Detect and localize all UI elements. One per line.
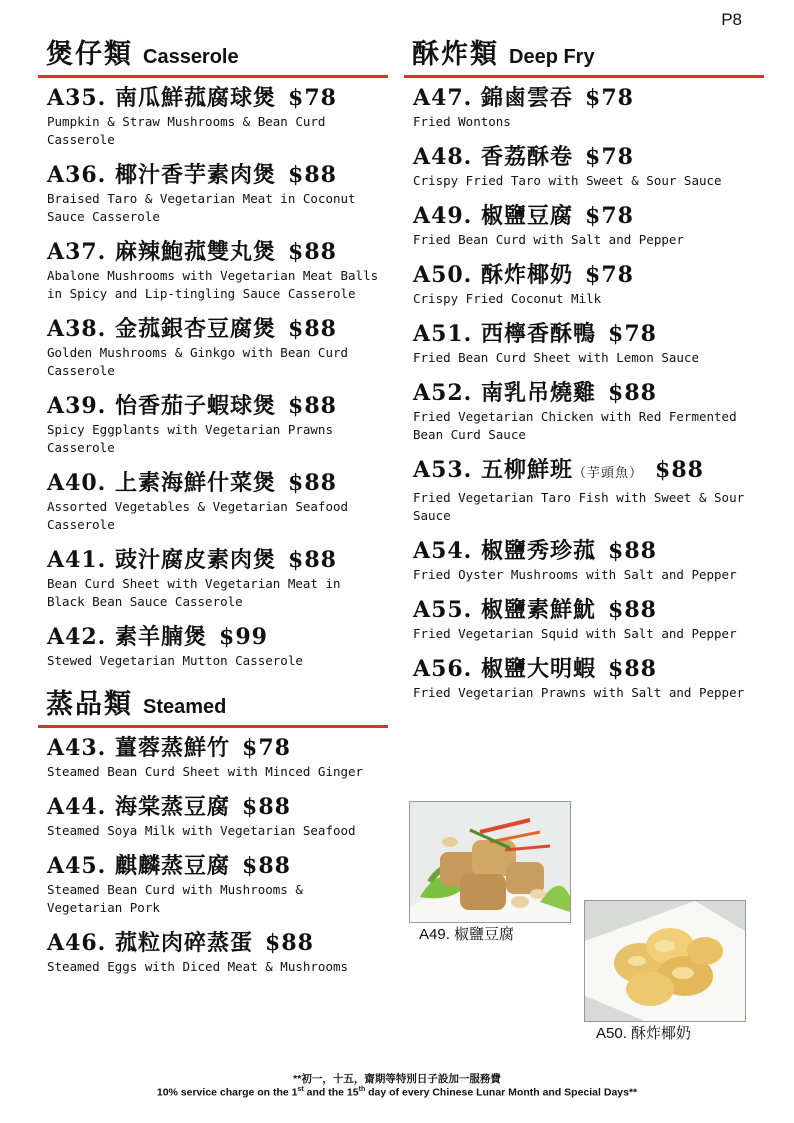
menu-item-price: $99 xyxy=(219,624,268,650)
menu-item xyxy=(404,84,764,130)
menu-item-title xyxy=(47,315,388,343)
menu-item-title xyxy=(413,320,764,348)
menu-item-description: Sauce Casserole xyxy=(47,209,160,224)
menu-item xyxy=(38,469,388,533)
footer-note-zh: **初一，十五，齋期等特別日子設加一服務費 xyxy=(293,1073,501,1085)
menu-item-description: Steamed Soya Milk with Vegetarian Seafood xyxy=(47,823,356,838)
menu-item-name-zh: 金菰銀杏豆腐煲 xyxy=(115,316,277,342)
right-column xyxy=(404,32,764,714)
menu-item-title xyxy=(413,143,764,171)
menu-item-title xyxy=(47,852,388,880)
footer-text: day of every Chinese Lunar Month and Special Days** xyxy=(365,1086,638,1099)
menu-item-name-zh: 薑蓉蒸鮮竹 xyxy=(115,735,231,761)
menu-item-description: Casserole xyxy=(47,517,115,532)
menu-item-description: Fried Vegetarian Chicken with Red Fermented xyxy=(413,409,737,424)
menu-item-name-zh: 酥炸椰奶 xyxy=(481,262,574,288)
menu-list-deep-fry xyxy=(404,84,764,701)
menu-item-price: $88 xyxy=(608,538,657,564)
menu-item-code: A51. xyxy=(413,321,473,347)
menu-item-price: $88 xyxy=(608,380,657,406)
menu-item xyxy=(404,596,764,642)
fried-coconut-milk-illustration xyxy=(585,901,745,1021)
menu-item-description: Fried Vegetarian Taro Fish with Sweet & Sour xyxy=(413,490,745,505)
menu-item-description: Fried Bean Curd with Salt and Pepper xyxy=(413,232,684,247)
menu-item-name-zh: 麒麟蒸豆腐 xyxy=(115,853,231,879)
menu-item-code: A45. xyxy=(47,853,107,879)
footer-superscript: st xyxy=(297,1086,304,1093)
section-title-en: Deep Fry xyxy=(509,46,595,68)
menu-item-title xyxy=(47,623,388,651)
menu-list-steamed xyxy=(38,734,388,975)
section-heading-steamed xyxy=(38,682,388,728)
menu-item-description: Bean Curd Sheet with Vegetarian Meat in xyxy=(47,576,341,591)
footer-text: 10% service charge on the 1 xyxy=(156,1086,298,1099)
menu-item-description: Assorted Vegetables & Vegetarian Seafood xyxy=(47,499,349,514)
menu-item-title xyxy=(47,929,388,957)
menu-item-name-zh: 海棠蒸豆腐 xyxy=(115,794,231,820)
menu-item-description: Steamed Eggs with Diced Meat & Mushrooms xyxy=(47,959,349,974)
menu-item-description: Casserole xyxy=(47,132,115,147)
menu-item-price: $88 xyxy=(608,597,657,623)
menu-item-name-zh: 椒鹽豆腐 xyxy=(481,203,574,229)
section-title-zh: 酥炸類 xyxy=(412,39,499,70)
menu-item-title xyxy=(413,596,764,624)
photo-caption-a49: A49. 椒鹽豆腐 xyxy=(419,926,515,943)
menu-item-description: Stewed Vegetarian Mutton Casserole xyxy=(47,653,303,668)
menu-item xyxy=(38,84,388,148)
menu-item-description: Abalone Mushrooms with Vegetarian Meat Balls xyxy=(47,268,379,283)
menu-item xyxy=(404,202,764,248)
menu-item-description: Steamed Bean Curd with Mushrooms & xyxy=(47,882,303,897)
menu-item-code: A46. xyxy=(47,930,107,956)
menu-item-code: A50. xyxy=(413,262,473,288)
menu-item-title xyxy=(413,537,764,565)
menu-item-description: Sauce xyxy=(413,508,451,523)
menu-item-price: $88 xyxy=(265,930,314,956)
menu-item-name-zh: 香荔酥卷 xyxy=(481,144,574,170)
menu-item-code: A36. xyxy=(47,162,107,188)
menu-item-title xyxy=(47,392,388,420)
menu-item-price: $88 xyxy=(288,470,337,496)
left-column xyxy=(38,32,388,988)
menu-item-code: A44. xyxy=(47,794,107,820)
section-title-zh: 煲仔類 xyxy=(46,39,133,70)
page-number: P8 xyxy=(721,10,742,29)
menu-item-description: Pumpkin & Straw Mushrooms & Bean Curd xyxy=(47,114,326,129)
menu-item-code: A55. xyxy=(413,597,473,623)
menu-item-code: A40. xyxy=(47,470,107,496)
menu-item-description: Crispy Fried Taro with Sweet & Sour Sauce xyxy=(413,173,722,188)
section-title-zh: 蒸品類 xyxy=(46,689,133,720)
menu-item-name-zh: 椒鹽大明蝦 xyxy=(481,656,597,682)
menu-item-name-zh: 菰粒肉碎蒸蛋 xyxy=(115,930,254,956)
menu-item xyxy=(38,161,388,225)
menu-item-name-zh: 椰汁香芋素肉煲 xyxy=(115,162,277,188)
menu-item-description: Fried Vegetarian Squid with Salt and Pepper xyxy=(413,626,737,641)
menu-item-name-zh: 錦鹵雲吞 xyxy=(481,85,574,111)
menu-item xyxy=(404,320,764,366)
menu-item xyxy=(38,734,388,780)
menu-item xyxy=(404,456,764,524)
menu-item-name-zh: 南瓜鮮菰腐球煲 xyxy=(115,85,277,111)
menu-item-description: Fried Wontons xyxy=(413,114,511,129)
menu-item-note: （芋頭魚） xyxy=(573,466,644,481)
menu-item xyxy=(404,655,764,701)
menu-item-title xyxy=(413,379,764,407)
menu-item-price: $88 xyxy=(288,162,337,188)
footer-text: and the 15 xyxy=(303,1086,359,1099)
menu-item-title xyxy=(47,238,388,266)
menu-item-price: $78 xyxy=(585,203,634,229)
photo-caption-a50: A50. 酥炸椰奶 xyxy=(596,1025,692,1042)
menu-item-description: Spicy Eggplants with Vegetarian Prawns xyxy=(47,422,333,437)
footer-superscript: th xyxy=(358,1086,366,1093)
menu-item-price: $88 xyxy=(242,853,291,879)
menu-item xyxy=(404,379,764,443)
footer-note-en xyxy=(0,1086,794,1099)
menu-item-description: Fried Oyster Mushrooms with Salt and Pepper xyxy=(413,567,737,582)
menu-list-casserole xyxy=(38,84,388,669)
menu-item-price: $88 xyxy=(655,457,704,483)
menu-item-description: Casserole xyxy=(47,440,115,455)
menu-item xyxy=(38,392,388,456)
menu-item-code: A54. xyxy=(413,538,473,564)
menu-item xyxy=(38,623,388,669)
section-title-en: Steamed xyxy=(143,696,227,718)
menu-item-description: Fried Vegetarian Prawns with Salt and Pepper xyxy=(413,685,745,700)
menu-item-price: $88 xyxy=(288,547,337,573)
menu-item-price: $88 xyxy=(242,794,291,820)
menu-item-price: $78 xyxy=(608,321,657,347)
menu-item-code: A52. xyxy=(413,380,473,406)
menu-item-description: Black Bean Sauce Casserole xyxy=(47,594,243,609)
menu-item-name-zh: 素羊腩煲 xyxy=(115,624,208,650)
section-title-en: Casserole xyxy=(143,46,239,68)
menu-item xyxy=(38,852,388,916)
menu-item-title xyxy=(413,655,764,683)
menu-item-name-zh: 麻辣鮑菰雙丸煲 xyxy=(115,239,277,265)
menu-item xyxy=(404,537,764,583)
section-heading-deep-fry xyxy=(404,32,764,78)
menu-item-name-zh: 椒鹽素鮮魷 xyxy=(481,597,597,623)
menu-item xyxy=(38,315,388,379)
menu-item-code: A41. xyxy=(47,547,107,573)
menu-item-title xyxy=(413,84,764,112)
menu-item-description: Braised Taro & Vegetarian Meat in Coconut xyxy=(47,191,356,206)
menu-item-description: Golden Mushrooms & Ginkgo with Bean Curd xyxy=(47,345,349,360)
menu-item-description: Vegetarian Pork xyxy=(47,900,160,915)
menu-item-title xyxy=(47,546,388,574)
menu-item-title xyxy=(413,456,764,488)
menu-item-code: A49. xyxy=(413,203,473,229)
menu-item-code: A48. xyxy=(413,144,473,170)
menu-item-code: A37. xyxy=(47,239,107,265)
menu-item-description: Crispy Fried Coconut Milk xyxy=(413,291,602,306)
dish-photo-a49 xyxy=(409,801,571,923)
menu-item-name-zh: 南乳吊燒雞 xyxy=(481,380,597,406)
menu-item-name-zh: 五柳鮮班 xyxy=(481,457,574,483)
menu-item-title xyxy=(47,84,388,112)
menu-item-code: A47. xyxy=(413,85,473,111)
menu-item xyxy=(404,261,764,307)
menu-item-title xyxy=(413,261,764,289)
menu-item-price: $78 xyxy=(288,85,337,111)
menu-item-price: $88 xyxy=(288,393,337,419)
menu-item-title xyxy=(413,202,764,230)
menu-item xyxy=(38,793,388,839)
menu-item-name-zh: 西檸香酥鴨 xyxy=(481,321,597,347)
menu-item-price: $88 xyxy=(608,656,657,682)
menu-item-name-zh: 椒鹽秀珍菰 xyxy=(481,538,597,564)
menu-item-code: A42. xyxy=(47,624,107,650)
menu-item-code: A39. xyxy=(47,393,107,419)
menu-item-description: in Spicy and Lip-tingling Sauce Casserole xyxy=(47,286,356,301)
menu-item-name-zh: 上素海鮮什菜煲 xyxy=(115,470,277,496)
menu-item-code: A43. xyxy=(47,735,107,761)
menu-item-description: Fried Bean Curd Sheet with Lemon Sauce xyxy=(413,350,699,365)
menu-item-code: A56. xyxy=(413,656,473,682)
menu-item-code: A53. xyxy=(413,457,473,483)
section-heading-casserole xyxy=(38,32,388,78)
menu-item-description: Casserole xyxy=(47,363,115,378)
menu-item-price: $88 xyxy=(288,239,337,265)
menu-item-price: $78 xyxy=(585,144,634,170)
menu-item xyxy=(38,546,388,610)
dish-photo-a50 xyxy=(584,900,746,1022)
menu-item-price: $78 xyxy=(242,735,291,761)
menu-item xyxy=(38,929,388,975)
menu-item-name-zh: 怡香茄子蝦球煲 xyxy=(115,393,277,419)
menu-item-title xyxy=(47,734,388,762)
menu-item-price: $88 xyxy=(288,316,337,342)
menu-item-price: $78 xyxy=(585,85,634,111)
menu-item xyxy=(404,143,764,189)
menu-item-title xyxy=(47,161,388,189)
menu-item-title xyxy=(47,793,388,821)
menu-item-description: Steamed Bean Curd Sheet with Minced Ginger xyxy=(47,764,364,779)
menu-item-code: A35. xyxy=(47,85,107,111)
menu-item-price: $78 xyxy=(585,262,634,288)
menu-item-description: Bean Curd Sauce xyxy=(413,427,526,442)
menu-item-code: A38. xyxy=(47,316,107,342)
menu-item-name-zh: 豉汁腐皮素肉煲 xyxy=(115,547,277,573)
menu-item xyxy=(38,238,388,302)
menu-item-title xyxy=(47,469,388,497)
fried-bean-curd-illustration xyxy=(410,802,570,922)
